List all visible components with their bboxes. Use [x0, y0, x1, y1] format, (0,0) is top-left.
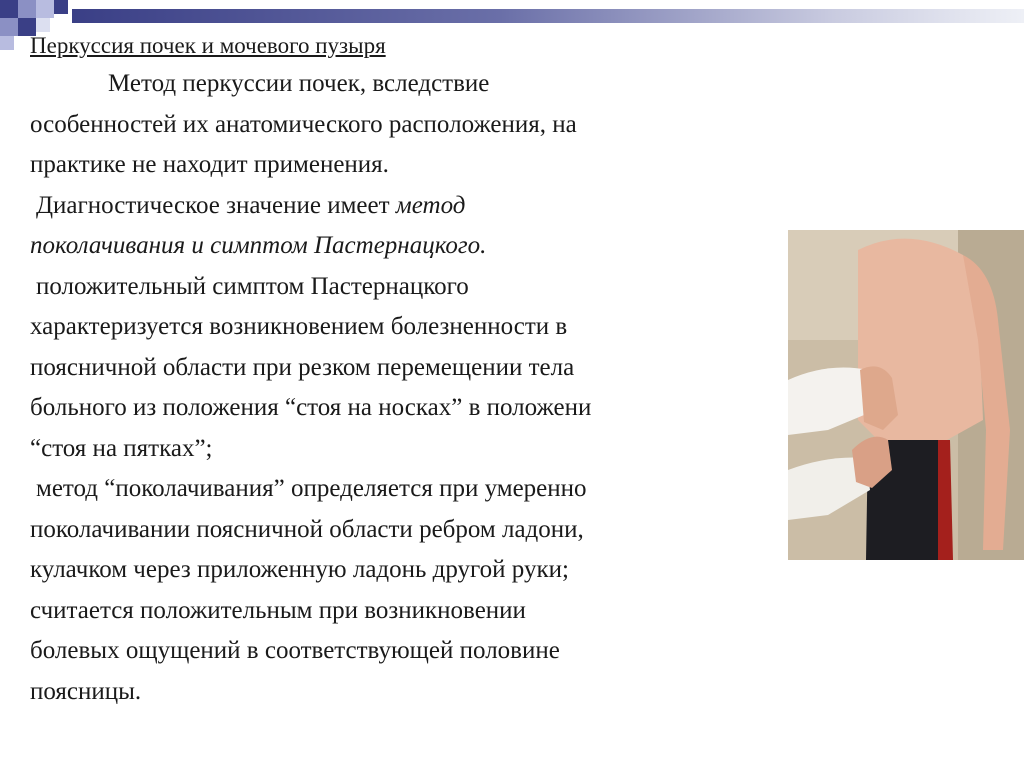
text-line: Метод перкуссии почек, вследствие: [108, 70, 490, 97]
text-line: считается положительным при возникновении: [30, 596, 526, 624]
text-line: особенностей их анатомического расположения, на: [30, 110, 577, 138]
slide-title: Перкуссия почек и мочевого пузыря: [30, 33, 386, 58]
header-band: [72, 9, 1024, 23]
decor-square: [36, 0, 54, 18]
text-line: положительный симптом Пастернацкого: [36, 272, 469, 300]
diagnostic-text: Диагностическое значение имеет: [36, 191, 396, 219]
decor-square: [18, 0, 36, 18]
text-line: “стоя на пятках”;: [30, 434, 213, 462]
examination-photo: [788, 230, 1024, 560]
method-italic: метод: [395, 191, 466, 219]
decor-square: [0, 18, 18, 36]
text-line: метод “поколачивания” определяется при умеренно: [36, 475, 587, 502]
text-line: больного из положения “стоя на носках” в положени: [30, 394, 592, 421]
text-line: практике не находит применения.: [30, 151, 389, 178]
slide-body: [30, 28, 790, 712]
text-line: поясницы.: [30, 677, 142, 705]
method-italic-line: поколачивания и симптом Пастернацкого.: [30, 232, 487, 259]
decor-square: [0, 36, 14, 50]
text-line: характеризуется возникновением болезненности в: [30, 313, 568, 340]
text-line: болевых ощущений в соответствующей половине: [30, 637, 560, 664]
diagnostic-line: [30, 186, 790, 227]
text-line: кулачком через приложенную ладонь другой руки;: [30, 556, 569, 583]
text-line: поколачивании поясничной области ребром ладони,: [30, 515, 584, 543]
decor-square: [54, 0, 68, 14]
decor-square: [0, 0, 18, 18]
text-line: поясничной области при резком перемещении тела: [30, 353, 575, 381]
examination-illustration: [788, 230, 1024, 560]
